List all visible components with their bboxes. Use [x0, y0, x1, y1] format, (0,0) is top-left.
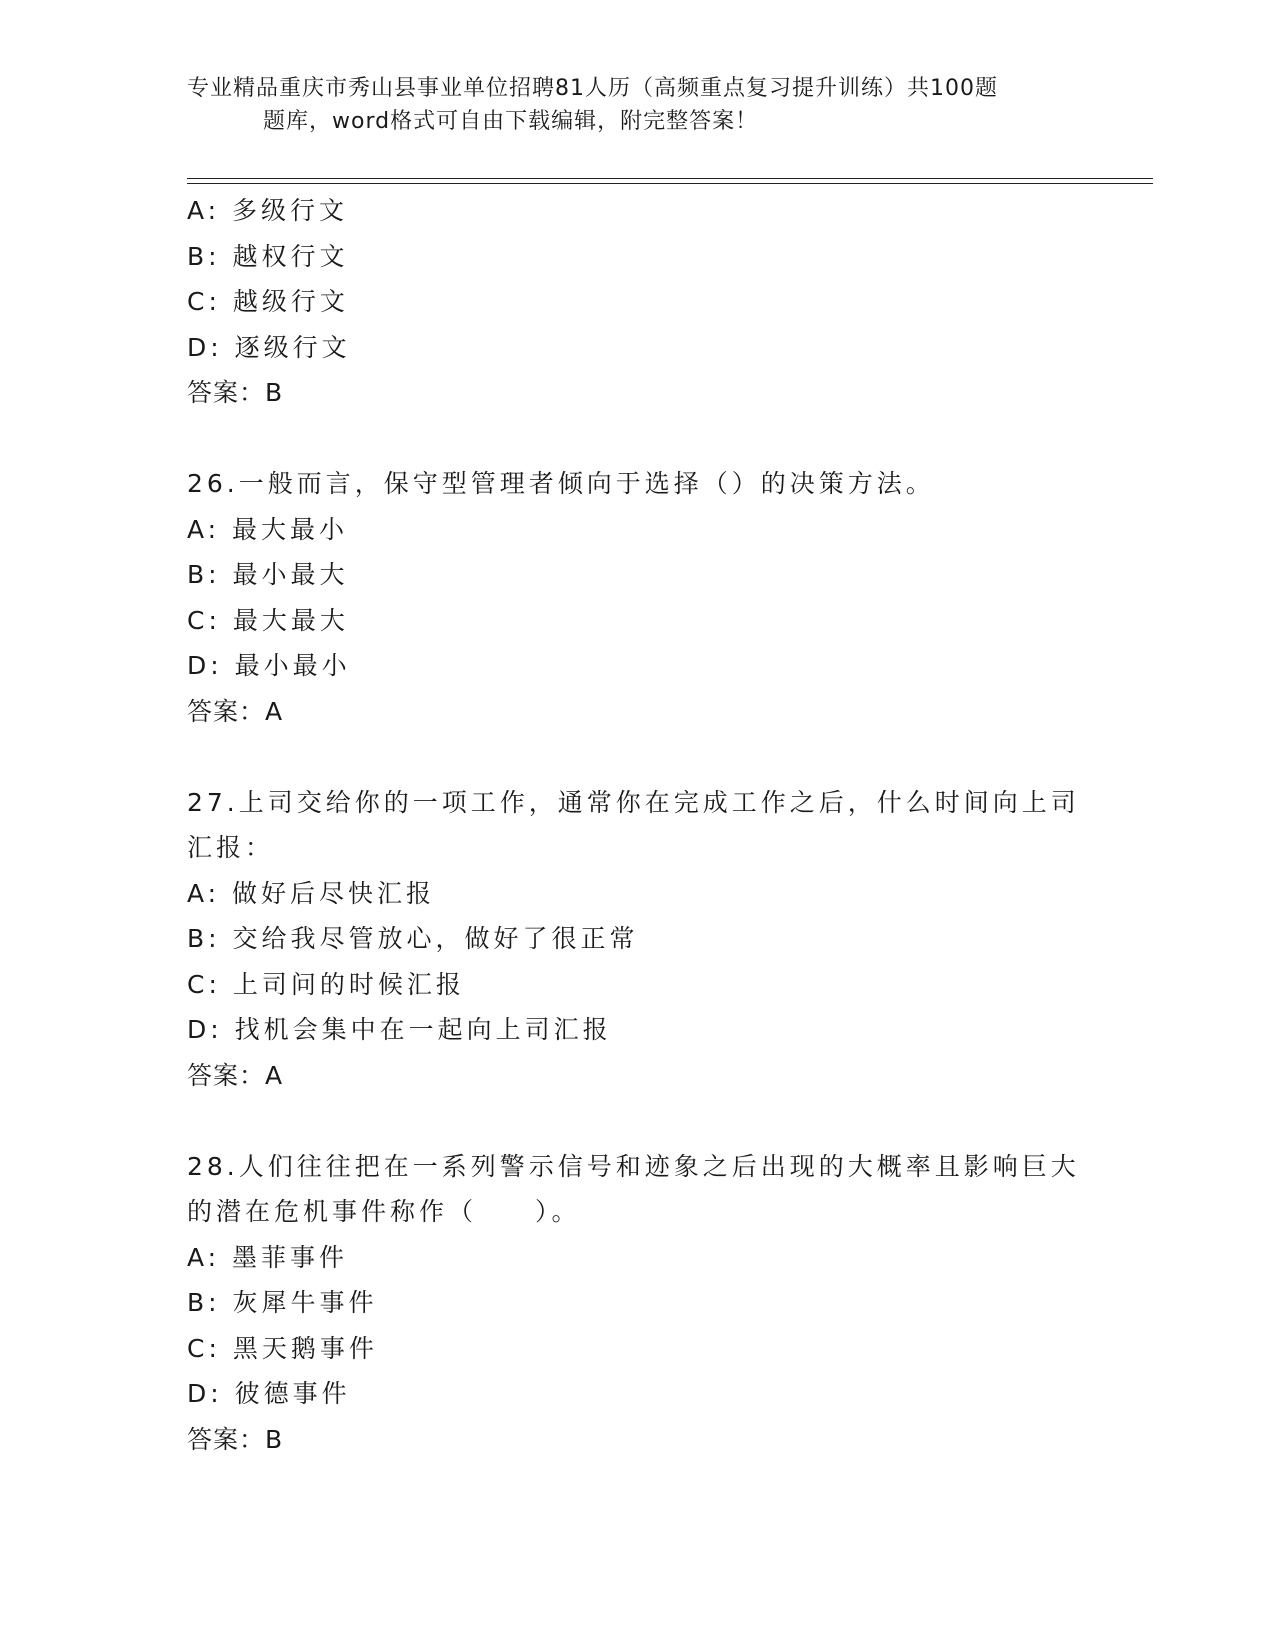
- answer: 答案：A: [187, 1060, 284, 1090]
- spacer: [187, 734, 1087, 780]
- answer: 答案：B: [187, 1424, 284, 1454]
- question-28: [187, 1144, 1087, 1463]
- spacer: [187, 416, 1087, 462]
- header-title-line-1: 专业精品重庆市秀山县事业单位招聘81人历（高频重点复习提升训练）共100题: [187, 76, 998, 101]
- question-stem-continued: 的潜在危机事件称作（ ）。: [187, 1197, 581, 1226]
- option-a: A: 做好后尽快汇报: [187, 878, 436, 908]
- question-stem: 27.上司交给你的一项工作，通常你在完成工作之后，什么时间向上司: [187, 787, 1080, 817]
- option-b: B: 越权行文: [187, 241, 349, 271]
- option-d: D: 最小最小: [187, 651, 351, 680]
- header-divider-bottom: [187, 183, 1153, 184]
- answer: 答案：A: [187, 696, 284, 726]
- option-a: A: 多级行文: [187, 196, 349, 225]
- question-stem-continued: 汇报：: [187, 833, 275, 862]
- option-c: C: 上司问的时候汇报: [187, 969, 465, 999]
- option-c: C: 黑天鹅事件: [187, 1333, 378, 1363]
- option-d: D: 找机会集中在一起向上司汇报: [187, 1015, 612, 1044]
- option-b: B: 最小最大: [187, 560, 349, 589]
- question-26: [187, 461, 1087, 734]
- document-header: [187, 72, 1067, 138]
- option-c: C: 越级行文: [187, 287, 349, 316]
- header-divider-top: [187, 178, 1153, 179]
- option-c: C: 最大最大: [187, 605, 349, 635]
- option-a: A: 墨菲事件: [187, 1242, 349, 1272]
- option-b: B: 交给我尽管放心，做好了很正常: [187, 924, 639, 953]
- question-stem: 28.人们往往把在一系列警示信号和迹象之后出现的大概率且影响巨大: [187, 1151, 1080, 1181]
- option-a: A: 最大最小: [187, 514, 349, 544]
- question-27: [187, 780, 1087, 1099]
- option-b: B: 灰犀牛事件: [187, 1288, 378, 1317]
- header-title-line-2: 题库，word格式可自由下载编辑，附完整答案！: [263, 109, 759, 134]
- question-list: [187, 188, 1087, 1462]
- question-fragment: [187, 188, 1087, 416]
- option-d: D: 彼德事件: [187, 1379, 351, 1408]
- option-d: D: 逐级行文: [187, 332, 351, 362]
- question-stem: 26.一般而言，保守型管理者倾向于选择（）的决策方法。: [187, 469, 935, 498]
- answer: 答案：B: [187, 378, 284, 407]
- spacer: [187, 1098, 1087, 1144]
